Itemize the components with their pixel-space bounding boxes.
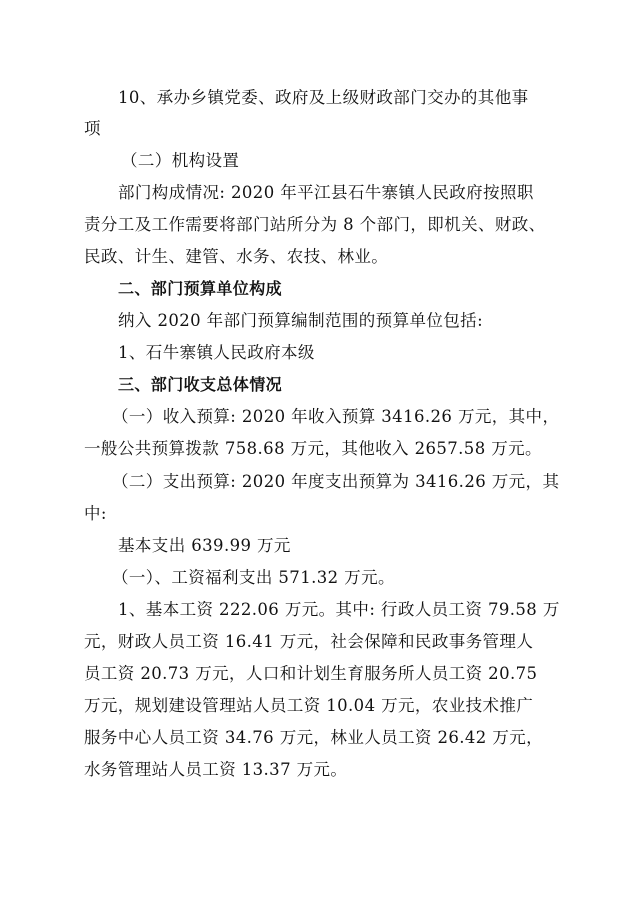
paragraph-line: 1、石牛寨镇人民政府本级: [118, 343, 315, 362]
paragraph-line: 服务中心人员工资 34.76 万元，林业人员工资 26.42 万元，: [84, 728, 544, 747]
paragraph-line: 纳入 2020 年部门预算编制范围的预算单位包括:: [118, 311, 484, 330]
paragraph-line: 10、承办乡镇党委、政府及上级财政部门交办的其他事: [118, 88, 529, 107]
paragraph-line: 项: [84, 119, 101, 138]
paragraph-line: 万元，规划建设管理站人员工资 10.04 万元，农业技术推广: [84, 696, 534, 715]
paragraph-line: 1、基本工资 222.06 万元。其中: 行政人员工资 79.58 万: [118, 600, 560, 619]
section-heading: 二、部门预算单位构成: [118, 279, 283, 298]
paragraph-line: 基本支出 639.99 万元: [118, 536, 291, 555]
paragraph-line: （二）支出预算: 2020 年度支出预算为 3416.26 万元，其: [112, 472, 560, 491]
paragraph-line: （一）、工资福利支出 571.32 万元。: [112, 568, 395, 587]
paragraph-line: （一）收入预算: 2020 年收入预算 3416.26 万元，其中，: [112, 407, 560, 426]
paragraph-line: 水务管理站人员工资 13.37 万元。: [84, 760, 348, 779]
section-heading: 三、部门收支总体情况: [118, 375, 283, 394]
paragraph-line: 中:: [84, 504, 107, 523]
section-heading: （二）机构设置: [121, 151, 240, 170]
paragraph-line: 员工资 20.73 万元，人口和计划生育服务所人员工资 20.75: [84, 664, 538, 683]
paragraph-line: 部门构成情况: 2020 年平江县石牛寨镇人民政府按照职: [118, 183, 534, 202]
paragraph-line: 责分工及工作需要将部门站所分为 8 个部门，即机关、财政、: [84, 215, 546, 234]
paragraph-line: 元，财政人员工资 16.41 万元，社会保障和民政事务管理人: [84, 632, 534, 651]
paragraph-line: 一般公共预算拨款 758.68 万元，其他收入 2657.58 万元。: [84, 439, 542, 458]
paragraph-line: 民政、计生、建管、水务、农技、林业。: [84, 247, 389, 266]
